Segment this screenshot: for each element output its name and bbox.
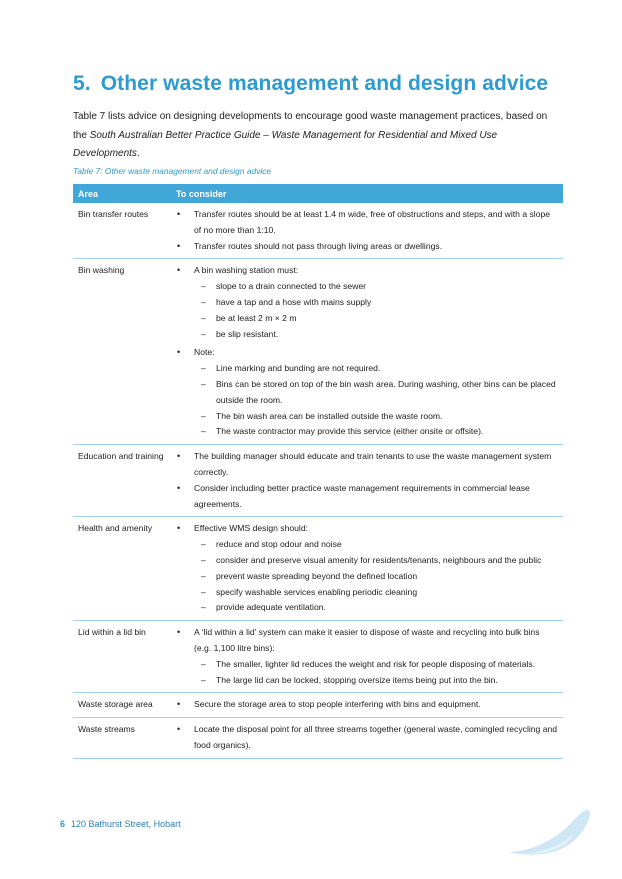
intro-paragraph	[73, 108, 563, 164]
bullet-icon: •	[177, 265, 181, 276]
consider-cell	[171, 693, 563, 718]
intro-end: .	[136, 148, 140, 159]
dash-text: provide adequate ventilation.	[216, 602, 326, 613]
table-row	[73, 203, 563, 259]
section-title: Other waste management and design advice	[100, 72, 549, 95]
bullet-text: Consider including better practice waste management requirements in commercial lease agreements.	[194, 482, 530, 509]
dash-item	[194, 311, 558, 327]
dash-item	[194, 361, 558, 377]
bullet-text: A ‘lid within a lid’ system can make it easier to dispose of waste and recycling into bulk bins (e.g. 1,100 litre bins):	[194, 627, 540, 653]
dash-icon: –	[201, 570, 206, 581]
dash-icon: –	[201, 296, 206, 307]
dash-text: be slip resistant.	[216, 328, 279, 339]
area-cell: Health and amenity	[73, 517, 171, 621]
footer-address: 120 Bathurst Street, Hobart	[71, 819, 181, 829]
bullet-icon: •	[177, 482, 181, 493]
bullet-text: Locate the disposal point for all three streams together (general waste, comingled recycling and food organics).	[194, 724, 558, 750]
area-cell: Waste storage area	[73, 693, 171, 718]
consider-cell	[171, 621, 563, 693]
consider-cell	[171, 718, 563, 759]
area-cell: Education and training	[73, 445, 171, 517]
area-cell: Bin washing	[73, 259, 171, 445]
bullet-text: Secure the storage area to stop people interfering with bins and equipment.	[194, 699, 481, 710]
bullet-item	[176, 697, 558, 713]
consider-cell	[171, 259, 563, 445]
bullet-icon: •	[177, 523, 181, 534]
table-header-row	[73, 184, 563, 203]
bullet-item	[176, 449, 558, 481]
table-row	[73, 517, 563, 621]
dash-icon: –	[201, 328, 206, 339]
page-number: 6	[60, 819, 66, 829]
bullet-text: Effective WMS design should:	[194, 523, 309, 534]
consider-cell	[171, 203, 563, 259]
area-cell: Lid within a lid bin	[73, 621, 171, 693]
table-row	[73, 621, 563, 693]
bullet-icon: •	[177, 240, 181, 251]
bullet-item	[176, 722, 558, 754]
bullet-item	[176, 625, 558, 688]
bullet-text: The building manager should educate and train tenants to use the waste management system correctly.	[194, 451, 552, 477]
bullet-item	[176, 481, 558, 513]
table-row	[73, 259, 563, 445]
dash-icon: –	[201, 378, 206, 389]
bullet-text: Transfer routes should be at least 1.4 m wide, free of obstructions and steps, and with a slope of no more than 1:10.	[194, 209, 551, 235]
dash-icon: –	[201, 586, 206, 597]
consider-cell	[171, 517, 563, 621]
intro-guide-title: South Australian Better Practice Guide – Waste Management for Residential and Mixed Use Developments	[73, 129, 498, 159]
dash-item	[194, 327, 558, 343]
dash-item	[194, 673, 558, 689]
dash-item	[194, 537, 558, 553]
dash-text: Line marking and bunding are not required.	[216, 363, 381, 374]
section-heading	[73, 72, 548, 96]
dash-icon: –	[201, 363, 206, 374]
bullet-item	[176, 521, 558, 616]
table-caption: Table 7: Other waste management and design advice	[73, 166, 272, 176]
bullet-icon: •	[177, 347, 181, 358]
wave-decoration-icon	[500, 800, 600, 860]
dash-text: have a tap and a hose with mains supply	[216, 296, 372, 307]
dash-text: The bin wash area can be installed outside the waste room.	[216, 410, 443, 421]
dash-text: be at least 2 m × 2 m	[216, 312, 297, 323]
consider-cell	[171, 445, 563, 517]
dash-text: specify washable services enabling periodic cleaning	[216, 586, 418, 597]
dash-item	[194, 377, 558, 409]
dash-icon: –	[201, 410, 206, 421]
table-row	[73, 445, 563, 517]
dash-icon: –	[201, 658, 206, 669]
dash-text: consider and preserve visual amenity for residents/tenants, neighbours and the public	[216, 554, 542, 565]
dash-icon: –	[201, 312, 206, 323]
dash-text: The smaller, lighter lid reduces the weight and risk for people disposing of materials.	[216, 658, 536, 669]
bullet-icon: •	[177, 724, 181, 735]
dash-text: The waste contractor may provide this service (either onsite or offsite).	[216, 426, 484, 437]
bullet-item	[176, 263, 558, 342]
table-row	[73, 693, 563, 718]
bullet-icon: •	[177, 209, 181, 219]
dash-icon: –	[201, 426, 206, 437]
table-row	[73, 718, 563, 759]
dash-item	[194, 295, 558, 311]
dash-text: reduce and stop odour and noise	[216, 539, 342, 550]
bullet-item	[176, 239, 558, 255]
dash-item	[194, 409, 558, 425]
intro-text: Table 7 lists advice on designing developments to encourage good waste management practices, based on the	[73, 111, 548, 141]
dash-icon: –	[201, 554, 206, 565]
dash-item	[194, 279, 558, 295]
dash-item	[194, 657, 558, 673]
bullet-icon: •	[177, 627, 181, 638]
dash-text: Bins can be stored on top of the bin wash area. During washing, other bins can be placed outside the room.	[216, 378, 556, 405]
bullet-icon: •	[177, 451, 181, 462]
dash-item	[194, 553, 558, 569]
bullet-text: Transfer routes should not pass through living areas or dwellings.	[194, 240, 443, 251]
bullet-text: A bin washing station must:	[194, 265, 299, 276]
dash-icon: –	[201, 602, 206, 613]
advice-table	[73, 184, 563, 759]
section-number: 5.	[73, 72, 91, 95]
dash-item	[194, 585, 558, 601]
bullet-text: Note:	[194, 347, 215, 358]
dash-text: prevent waste spreading beyond the defined location	[216, 570, 418, 581]
bullet-item	[176, 207, 558, 239]
page-footer	[60, 819, 181, 829]
area-cell: Waste streams	[73, 718, 171, 759]
dash-item	[194, 600, 558, 616]
area-cell: Bin transfer routes	[73, 203, 171, 259]
dash-text: slope to a drain connected to the sewer	[216, 281, 367, 292]
bullet-item	[176, 345, 558, 440]
dash-icon: –	[201, 281, 206, 292]
dash-icon: –	[201, 674, 206, 685]
dash-icon: –	[201, 539, 206, 550]
dash-text: The large lid can be locked, stopping oversize items being put into the bin.	[216, 674, 498, 685]
dash-item	[194, 569, 558, 585]
column-header-area: Area	[73, 184, 171, 203]
column-header-consider: To consider	[171, 184, 563, 203]
dash-item	[194, 424, 558, 440]
bullet-icon: •	[177, 699, 181, 710]
